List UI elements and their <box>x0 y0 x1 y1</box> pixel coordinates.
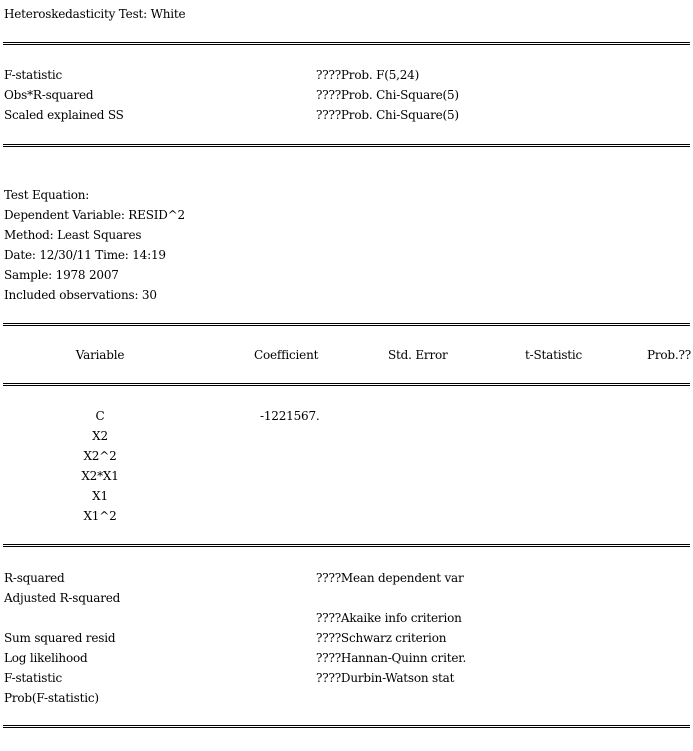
stat-f-statistic: F-statistic <box>4 671 62 685</box>
stat-prob-f-statistic: Prob(F-statistic) <box>4 691 99 705</box>
coefficient-c: -1221567. <box>260 409 320 423</box>
page-title: Heteroskedasticity Test: White <box>4 7 186 21</box>
stat-log-likelihood: Log likelihood <box>4 651 88 665</box>
divider <box>3 144 690 147</box>
stat-label-obs-r-squared: Obs*R-squared <box>4 88 94 102</box>
variable-row: X2^2 <box>83 449 117 463</box>
stat-mean-dependent-var: ????Mean dependent var <box>316 571 464 585</box>
test-equation-header: Test Equation: <box>4 188 90 202</box>
included-observations: Included observations: 30 <box>4 288 157 302</box>
divider <box>3 725 690 728</box>
stat-schwarz: ????Schwarz criterion <box>316 631 447 645</box>
variable-row: C <box>95 409 105 423</box>
stat-prob-chi1: ????Prob. Chi-Square(5) <box>316 88 459 102</box>
stat-adjusted-r-squared: Adjusted R-squared <box>4 591 121 605</box>
stat-akaike: ????Akaike info criterion <box>316 611 462 625</box>
divider <box>3 544 690 547</box>
stat-prob-chi2: ????Prob. Chi-Square(5) <box>316 108 459 122</box>
column-header-variable: Variable <box>75 348 125 362</box>
divider <box>3 42 690 45</box>
dependent-variable: Dependent Variable: RESID^2 <box>4 208 185 222</box>
variable-row: X1 <box>92 489 108 503</box>
stat-sum-squared-resid: Sum squared resid <box>4 631 116 645</box>
stat-hannan-quinn: ????Hannan-Quinn criter. <box>316 651 467 665</box>
column-header-coefficient: Coefficient <box>254 348 319 362</box>
variable-row: X1^2 <box>83 509 117 523</box>
stat-label-scaled-ss: Scaled explained SS <box>4 108 124 122</box>
method: Method: Least Squares <box>4 228 142 242</box>
variable-row: X2*X1 <box>81 469 119 483</box>
stat-label-f-statistic: F-statistic <box>4 68 62 82</box>
column-header-t-statistic: t-Statistic <box>525 348 583 362</box>
stat-prob-f: ????Prob. F(5,24) <box>316 68 420 82</box>
stat-durbin-watson: ????Durbin-Watson stat <box>316 671 455 685</box>
date-time: Date: 12/30/11 Time: 14:19 <box>4 248 166 262</box>
sample: Sample: 1978 2007 <box>4 268 119 282</box>
column-header-prob: Prob.?? <box>647 348 691 362</box>
column-header-std-error: Std. Error <box>388 348 448 362</box>
stat-r-squared: R-squared <box>4 571 65 585</box>
variable-row: X2 <box>92 429 108 443</box>
divider <box>3 383 690 386</box>
divider <box>3 323 690 326</box>
